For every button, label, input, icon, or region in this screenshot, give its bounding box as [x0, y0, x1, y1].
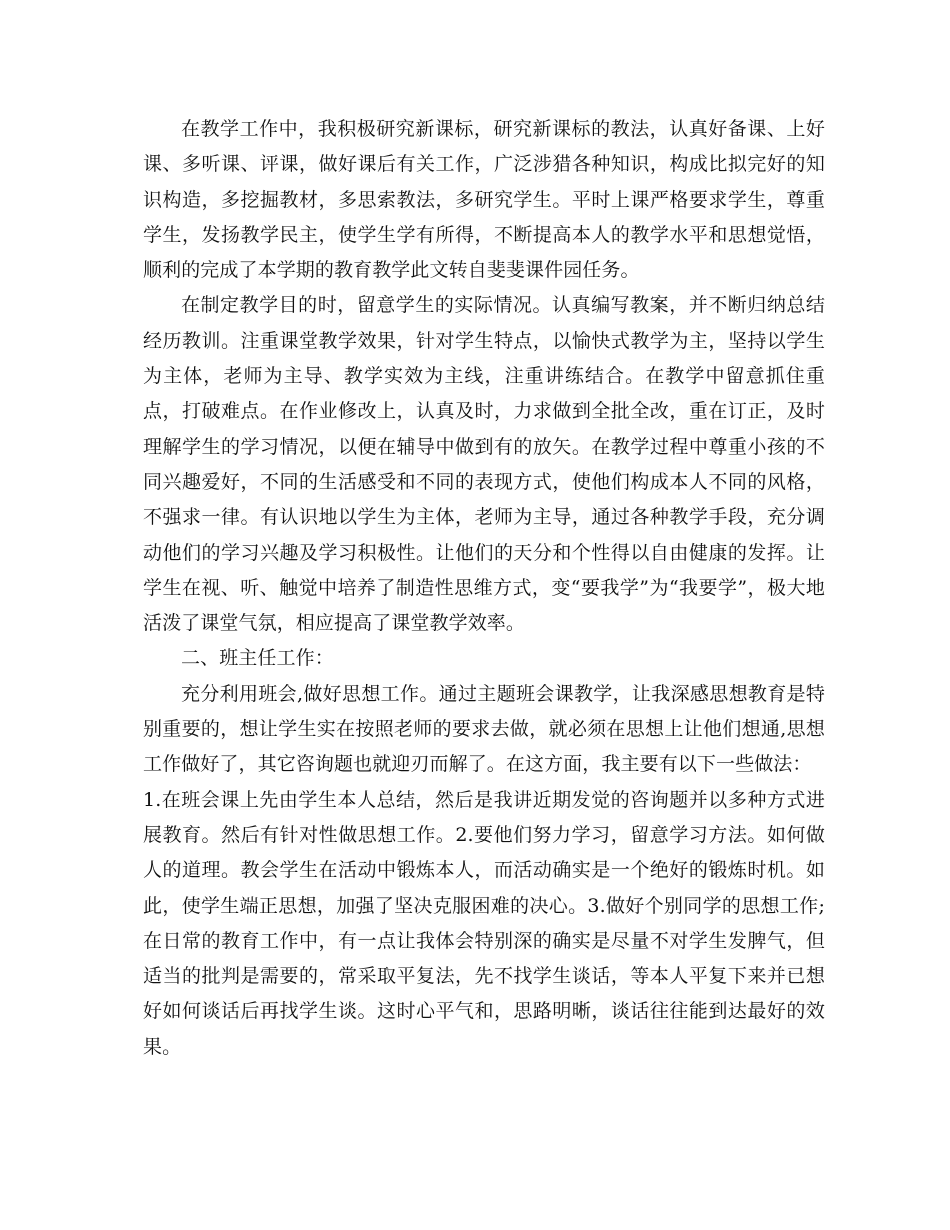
document-page: [143, 112, 825, 1065]
paragraph-teaching-goals: 在制定教学目的时，留意学生的实际情况。认真编写教案，并不断归纳总结经历教训。注重课堂教学效果，针对学生特点，以愉快式教学为主，坚持以学生为主体，老师为主导、教学实效为主线，注重讲练结合。在教学中留意抓住重点，打破难点。在作业修改上，认真及时，力求做到全批全改，重在订正，及时理解学生的学习情况，以便在辅导中做到有的放矢。在教学过程中尊重小孩的不同兴趣爱好，不同的生活感受和不同的表现方式，使他们构成本人不同的风格，不强求一律。有认识地以学生为主体，老师为主导，通过各种教学手段，充分调动他们的学习兴趣及学习积极性。让他们的天分和个性得以自由健康的发挥。让学生在视、听、触觉中培养了制造性思维方式，变“要我学”为“我要学”，极大地活泼了课堂气氛，相应提高了课堂教学效率。: [143, 294, 825, 635]
paragraph-methods-list: 1.在班会课上先由学生本人总结，然后是我讲近期发觉的咨询题并以多种方式进展教育。然后有针对性做思想工作。2.要他们努力学习，留意学习方法。如何做人的道理。教会学生在活动中锻炼本人，而活动确实是一个绝好的锻炼时机。如此，使学生端正思想，加强了坚决克服困难的决心。3.做好个别同学的思想工作;在日常的教育工作中，有一点让我体会特别深的确实是尽量不对学生发脾气，但适当的批判是需要的，常采取平复法，先不找学生谈话，等本人平复下来并已想好如何谈话后再找学生谈。这时心平气和，思路明晰，谈话往往能到达最好的效果。: [143, 788, 825, 1058]
paragraph-teaching-work: 在教学工作中，我积极研究新课标，研究新课标的教法，认真好备课、上好课、多听课、评课，做好课后有关工作，广泛涉猎各种知识，构成比拟完好的知识构造，多挖掘教材，多思索教法，多研究学生。平时上课严格要求学生，尊重学生，发扬教学民主，使学生学有所得，不断提高本人的教学水平和思想觉悟，顺利的完成了本学期的教育教学此文转自斐斐课件园任务。: [143, 118, 825, 282]
section-heading-class-teacher-work: 二、班主任工作：: [181, 647, 334, 670]
paragraph-class-meeting: 充分利用班会,做好思想工作。通过主题班会课教学，让我深感思想教育是特别重要的，想让学生实在按照老师的要求去做，就必须在思想上让他们想通,思想工作做好了，其它咨询题也就迎刃而解了。在这方面，我主要有以下一些做法：: [143, 682, 825, 776]
